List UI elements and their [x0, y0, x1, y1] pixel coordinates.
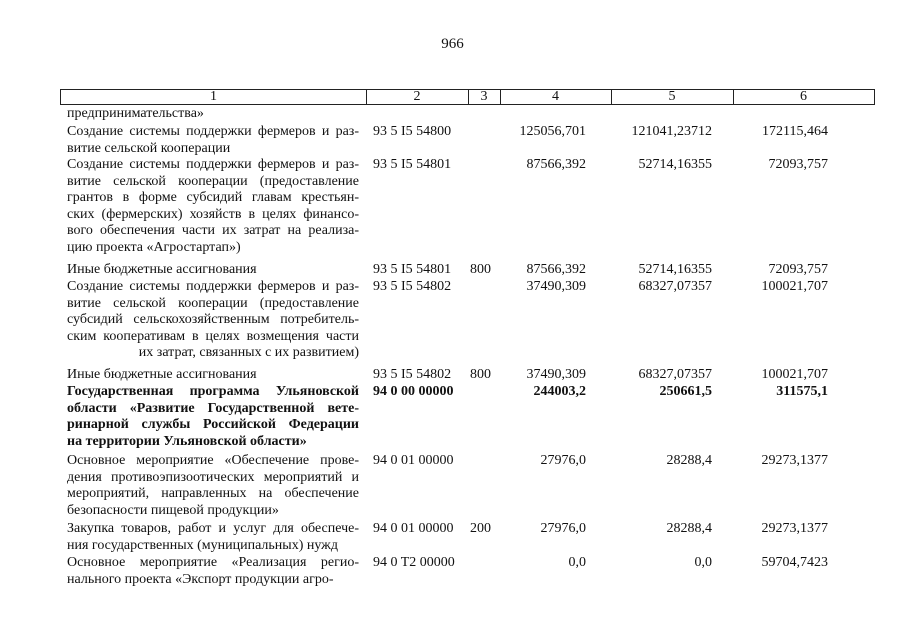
row-code: 93 5 I5 54801 — [373, 157, 452, 172]
row-value-col5: 28288,4 — [666, 521, 712, 536]
row-code: 94 0 00 00000 — [373, 384, 454, 399]
row-description-line: ринарной службы Российской Федерации — [67, 417, 359, 432]
row-value-col4: 27976,0 — [540, 521, 586, 536]
row-value-col4: 37490,309 — [526, 279, 586, 294]
row-value-col6: 59704,7423 — [761, 555, 828, 570]
row-description-line: ния государственных (муниципальных) нужд — [67, 537, 338, 553]
row-description-line: Государственная программа Ульяновской — [67, 384, 359, 399]
row-value-col4: 87566,392 — [526, 157, 586, 172]
row-value-col5: 52714,16355 — [638, 262, 712, 277]
row-description-line: Закупка товаров, работ и услуг для обеспече- — [67, 521, 359, 536]
row-value-col4: 125056,701 — [519, 124, 586, 139]
row-value-col5: 52714,16355 — [638, 157, 712, 172]
row-description — [67, 106, 359, 123]
row-description-line: субсидий сельскохозяйственным потребитель- — [67, 312, 359, 327]
row-description-line: дения противоэпизоотических мероприятий и — [67, 469, 359, 485]
row-code: 93 5 I5 54800 — [373, 124, 452, 139]
row-value-col5: 250661,5 — [659, 384, 712, 399]
row-description-line: вого обеспечения части их затрат на реализа- — [67, 223, 359, 238]
column-header-4: 4 — [552, 89, 559, 104]
row-description-line: на территории Ульяновской области» — [67, 433, 307, 449]
row-value-col6: 100021,707 — [761, 279, 828, 294]
row-description-line: Основное мероприятие «Обеспечение прове- — [67, 453, 359, 468]
row-expense-type: 800 — [470, 367, 491, 382]
row-description-line: Основное мероприятие «Реализация регио- — [67, 555, 359, 570]
row-value-col6: 72093,757 — [768, 262, 828, 277]
row-value-col6: 29273,1377 — [761, 453, 828, 468]
row-description-line: Создание системы поддержки фермеров и раз- — [67, 157, 359, 172]
row-description — [67, 157, 359, 256]
row-value-col5: 121041,23712 — [631, 124, 712, 139]
row-value-col4: 27976,0 — [540, 453, 586, 468]
row-description — [67, 279, 359, 362]
row-description-line: мероприятий, направленных на обеспечение — [67, 486, 359, 501]
row-expense-type: 200 — [470, 521, 491, 536]
row-code: 94 0 01 00000 — [373, 521, 454, 536]
row-description-line: грантов в форме субсидий главам крестьян- — [67, 190, 359, 205]
row-description — [67, 555, 359, 588]
row-description-line: их затрат, связанных с их развитием) — [138, 345, 359, 360]
row-value-col6: 100021,707 — [761, 367, 828, 382]
row-code: 94 0 T2 00000 — [373, 555, 455, 570]
row-description-line: цию проекта «Агростартап») — [67, 239, 241, 255]
row-value-col4: 0,0 — [568, 555, 586, 570]
row-description — [67, 384, 359, 450]
row-description-line: безопасности пищевой продукции» — [67, 502, 279, 518]
row-description-line: нального проекта «Экспорт продукции агро- — [67, 571, 334, 587]
row-description-line: Создание системы поддержки фермеров и раз- — [67, 279, 359, 294]
row-description — [67, 521, 359, 554]
row-value-col5: 0,0 — [694, 555, 712, 570]
row-description-line: витие сельской кооперации (предоставление — [67, 173, 359, 189]
column-header-6: 6 — [800, 89, 807, 104]
page-number: 966 — [441, 36, 464, 52]
row-description-line: Иные бюджетные ассигнования — [67, 262, 257, 277]
row-value-col6: 311575,1 — [776, 384, 828, 399]
row-code: 94 0 01 00000 — [373, 453, 454, 468]
column-header-1: 1 — [210, 89, 217, 104]
row-description — [67, 262, 359, 279]
row-value-col5: 68327,07357 — [638, 367, 712, 382]
row-code: 93 5 I5 54802 — [373, 367, 452, 382]
row-description — [67, 453, 359, 519]
row-value-col6: 29273,1377 — [761, 521, 828, 536]
row-value-col5: 28288,4 — [666, 453, 712, 468]
table-column-header — [60, 89, 875, 105]
row-expense-type: 800 — [470, 262, 491, 277]
row-value-col6: 172115,464 — [762, 124, 828, 139]
row-description — [67, 367, 359, 384]
row-description-line: Иные бюджетные ассигнования — [67, 367, 257, 382]
row-description-line: ским кооперативам в целях возмещения части — [67, 328, 359, 344]
column-header-3: 3 — [480, 89, 488, 104]
row-value-col4: 37490,309 — [526, 367, 586, 382]
column-header-2: 2 — [413, 89, 421, 104]
row-description-line: витие сельской кооперации — [67, 140, 231, 156]
row-value-col5: 68327,07357 — [638, 279, 712, 294]
column-header-5: 5 — [668, 89, 676, 104]
row-description-line: области «Развитие Государственной вете- — [67, 400, 359, 416]
row-description-line: ских (фермерских) хозяйств в целях финансо- — [67, 206, 359, 222]
row-code: 93 5 I5 54802 — [373, 279, 452, 294]
row-value-col6: 72093,757 — [768, 157, 828, 172]
row-value-col4: 244003,2 — [533, 384, 586, 399]
row-code: 93 5 I5 54801 — [373, 262, 452, 277]
row-value-col4: 87566,392 — [526, 262, 586, 277]
row-description — [67, 124, 359, 157]
row-description-line: предпринимательства» — [67, 106, 204, 121]
row-description-line: витие сельской кооперации (предоставление — [67, 295, 359, 311]
row-description-line: Создание системы поддержки фермеров и раз- — [67, 124, 359, 139]
